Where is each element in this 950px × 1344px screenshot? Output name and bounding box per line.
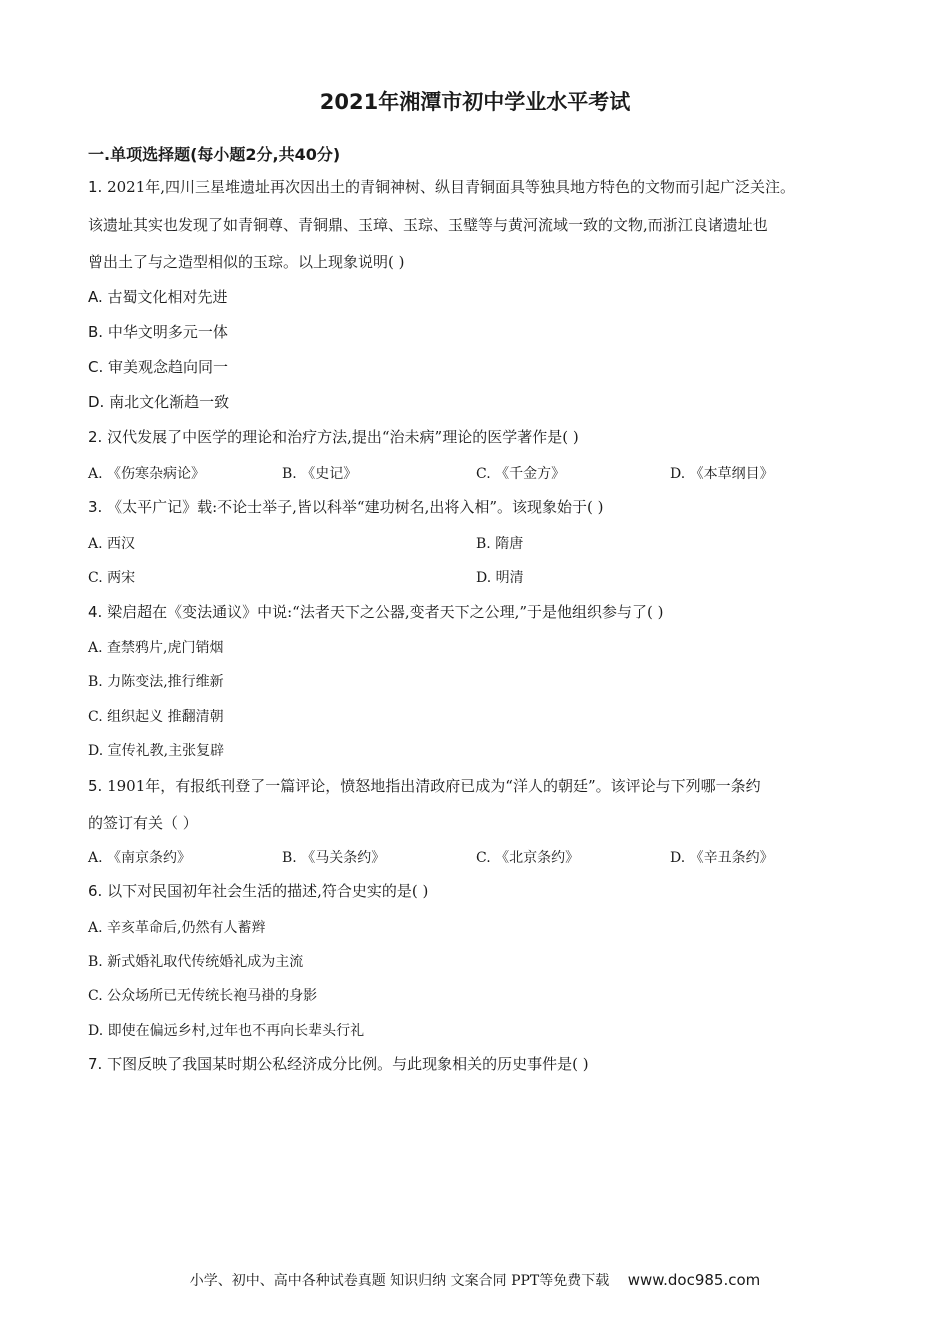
question-5-line-2: 的签订有关（ ） xyxy=(88,814,198,832)
question-5 xyxy=(88,775,761,796)
option-c xyxy=(88,356,228,377)
question-number: 2. xyxy=(88,428,103,446)
option-c: C. 组织起义 推翻清朝 xyxy=(88,709,224,725)
question-text: 1901年，有报纸刊登了一篇评论，愤怒地指出清政府已成为“洋人的朝廷”。该评论与下列哪一条约 xyxy=(107,777,761,795)
option-text: 古蜀文化相对先进 xyxy=(107,288,228,306)
option-c: C. 《北京条约》 xyxy=(476,850,580,866)
footer-text: 小学、初中、高中各种试卷真题 知识归纳 文案合同 PPT等免费下载 xyxy=(189,1273,610,1289)
option-a xyxy=(88,286,228,307)
question-number: 1. xyxy=(88,178,103,196)
question-number: 6. xyxy=(88,882,103,900)
option-d: D. 宣传礼教,主张复辟 xyxy=(88,743,225,759)
question-4 xyxy=(88,601,664,622)
option-a: A. 《南京条约》 xyxy=(88,850,192,866)
question-1-line-2: 该遗址其实也发现了如青铜尊、青铜鼎、玉璋、玉琮、玉璧等与黄河流域一致的文物,而浙江良诸遗址也 xyxy=(88,216,768,234)
option-b: B. 新式婚礼取代传统婚礼成为主流 xyxy=(88,954,304,970)
question-text: 梁启超在《变法通议》中说:“法者天下之公器,变者天下之公理,”于是他组织参与了( ) xyxy=(107,603,664,621)
option-label: B. xyxy=(88,323,104,341)
question-text: 《太平广记》载:不论士举子,皆以科举“建功树名,出将入相”。该现象始于( ) xyxy=(107,498,604,516)
option-label: D. xyxy=(88,393,105,411)
option-d: D. 明清 xyxy=(476,570,524,586)
option-text: 审美观念趋向同一 xyxy=(108,358,229,376)
option-a: A. 西汉 xyxy=(88,536,136,552)
question-text: 下图反映了我国某时期公私经济成分比例。与此现象相关的历史事件是( ) xyxy=(107,1055,589,1073)
footer-url[interactable]: www.doc985.com xyxy=(627,1271,761,1289)
question-1 xyxy=(88,176,795,197)
section-heading: 一.单项选择题(每小题2分,共40分) xyxy=(88,145,341,164)
question-6 xyxy=(88,880,428,901)
option-a: A. 《伤寒杂病论》 xyxy=(88,466,206,482)
option-a: A. 辛亥革命后,仍然有人蓄辫 xyxy=(88,920,266,936)
question-number: 4. xyxy=(88,603,103,621)
question-text: 2021年,四川三星堆遗址再次因出土的青铜神树、纵目青铜面具等独具地方特色的文物而引起广泛关注。 xyxy=(107,178,796,196)
option-c: C. 《千金方》 xyxy=(476,466,566,482)
option-b: B. 隋唐 xyxy=(476,536,524,552)
page-title: 2021年湘潭市初中学业水平考试 xyxy=(319,90,631,114)
option-label: C. xyxy=(88,358,104,376)
question-number: 5. xyxy=(88,777,103,795)
question-3 xyxy=(88,496,604,517)
option-d xyxy=(88,391,229,412)
option-b: B. 力陈变法,推行维新 xyxy=(88,674,224,690)
option-d: D. 即使在偏远乡村,过年也不再向长辈头行礼 xyxy=(88,1023,365,1039)
question-number: 3. xyxy=(88,498,103,516)
question-1-line-3: 曾出土了与之造型相似的玉琮。以上现象说明( ) xyxy=(88,253,405,271)
page-footer xyxy=(0,1270,950,1290)
option-a: A. 查禁鸦片,虎门销烟 xyxy=(88,640,224,656)
option-b: B. 《马关条约》 xyxy=(282,850,386,866)
option-c: C. 公众场所已无传统长袍马褂的身影 xyxy=(88,988,318,1004)
question-text: 汉代发展了中医学的理论和治疗方法,提出“治未病”理论的医学著作是( ) xyxy=(107,428,579,446)
option-b xyxy=(88,321,228,342)
option-text: 南北文化渐趋一致 xyxy=(109,393,230,411)
option-label: A. xyxy=(88,288,103,306)
option-b: B. 《史记》 xyxy=(282,466,358,482)
question-number: 7. xyxy=(88,1055,103,1073)
question-7 xyxy=(88,1053,589,1074)
question-2 xyxy=(88,426,579,447)
option-d: D. 《辛丑条约》 xyxy=(670,850,774,866)
option-d: D. 《本草纲目》 xyxy=(670,466,774,482)
option-c: C. 两宋 xyxy=(88,570,136,586)
option-text: 中华文明多元一体 xyxy=(107,323,228,341)
question-text: 以下对民国初年社会生活的描述,符合史实的是( ) xyxy=(107,882,429,900)
